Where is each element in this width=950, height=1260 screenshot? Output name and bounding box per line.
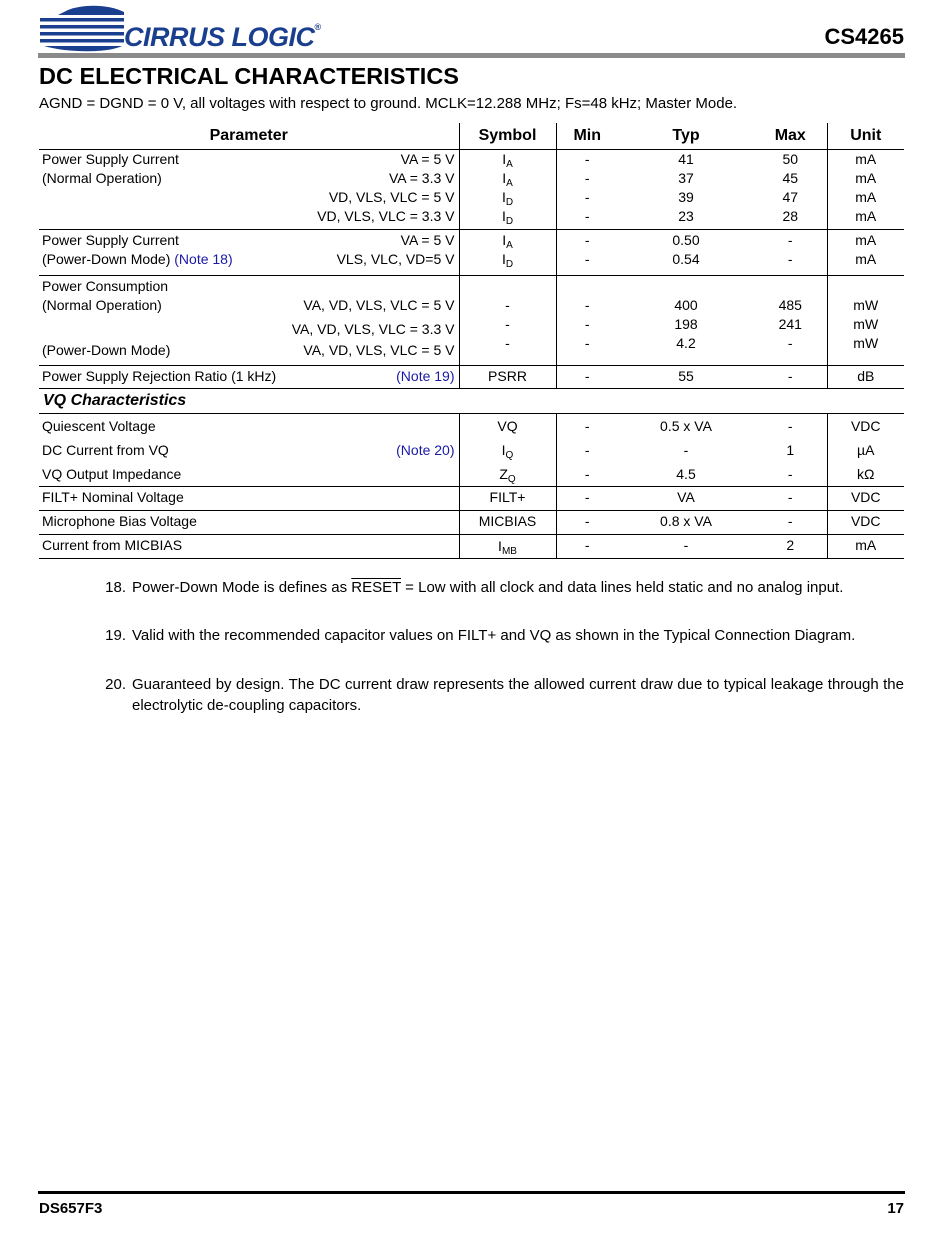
typ-value: 0.50 — [672, 232, 700, 248]
min-value: - — [584, 442, 590, 458]
param-label: VQ Output Impedance — [42, 466, 182, 482]
col-header-parameter: Parameter — [39, 123, 459, 150]
symbol: $I_D$ — [501, 208, 514, 227]
min-value: - — [584, 418, 590, 434]
param-label: Power Supply Rejection Ratio (1 kHz) — [42, 368, 277, 384]
unit: VDC — [850, 418, 881, 434]
symbol: $I_Q$ — [501, 442, 514, 461]
unit: mA — [855, 232, 877, 248]
max-value: 45 — [782, 170, 799, 186]
footnote-text: Valid with the recommended capacitor values on FILT+ and VQ as shown in the Typical Connection Diagram. — [132, 627, 856, 644]
max-value: 1 — [786, 442, 795, 458]
footnote-18 — [96, 577, 904, 598]
min-value: - — [584, 368, 590, 384]
max-value: 50 — [782, 151, 799, 167]
typ-value: VA — [677, 489, 695, 505]
table-row — [39, 511, 904, 535]
param-label: Quiescent Voltage — [42, 418, 156, 434]
min-value: - — [584, 297, 590, 313]
max-value: - — [787, 466, 793, 482]
param-label: (Normal Operation) — [42, 170, 162, 186]
param-label: Microphone Bias Voltage — [42, 513, 197, 529]
min-value: - — [584, 232, 590, 248]
note-19-link[interactable]: (Note 19) — [396, 368, 455, 384]
typ-value: 23 — [678, 208, 694, 224]
footnote-20 — [96, 674, 904, 716]
min-value: - — [584, 208, 590, 224]
header-rule — [38, 53, 905, 58]
min-value: - — [584, 189, 590, 205]
footnote-number: 19. — [105, 627, 126, 644]
min-value: - — [584, 537, 590, 553]
col-header-symbol: Symbol — [459, 123, 556, 150]
unit: kΩ — [857, 466, 875, 482]
symbol: $I_D$ — [501, 251, 514, 270]
typ-value: 4.5 — [676, 466, 696, 482]
vq-characteristics-heading: VQ Characteristics — [43, 392, 187, 409]
page-title: DC ELECTRICAL CHARACTERISTICS — [39, 63, 459, 89]
table-header-row — [39, 123, 904, 150]
min-value: - — [584, 513, 590, 529]
symbol: VQ — [497, 418, 518, 434]
max-value: - — [787, 335, 793, 351]
test-conditions: AGND = DGND = 0 V, all voltages with respect to ground. MCLK=12.288 MHz; Fs=48 kHz; Master Mode. — [39, 95, 738, 112]
param-label: Current from MICBIAS — [42, 537, 183, 553]
param-label: DC Current from VQ — [42, 442, 169, 458]
table-row — [39, 366, 904, 389]
symbol: $I_A$ — [502, 170, 513, 189]
table-row — [39, 535, 904, 559]
condition: VA = 3.3 V — [388, 170, 455, 186]
unit: VDC — [850, 489, 881, 505]
max-value: - — [787, 418, 793, 434]
typ-value: 0.5 x VA — [660, 418, 712, 434]
param-label: Power Supply Current — [42, 151, 179, 167]
col-header-max: Max — [754, 123, 827, 150]
min-value: - — [584, 335, 590, 351]
document-id: DS657F3 — [39, 1200, 103, 1217]
typ-value: - — [683, 442, 689, 458]
unit: mW — [853, 316, 879, 332]
symbol: $I_D$ — [501, 189, 514, 208]
table-row — [39, 276, 904, 366]
unit: mA — [855, 170, 877, 186]
typ-value: 41 — [678, 151, 694, 167]
max-value: 485 — [778, 297, 802, 313]
symbol: FILT+ — [489, 489, 526, 505]
footnote-19 — [96, 625, 904, 646]
part-number: CS4265 — [824, 24, 904, 49]
note-18-link[interactable]: (Note 18) — [174, 251, 233, 267]
unit: VDC — [850, 513, 881, 529]
footnote-text: Guaranteed by design. The DC current draw represents the allowed current draw due to typical leakage through the electrolytic de-coupling capacitors. — [132, 676, 904, 714]
footer-rule — [38, 1191, 905, 1194]
unit: mW — [853, 335, 879, 351]
table-row — [39, 230, 904, 276]
unit: mA — [855, 537, 877, 553]
footnote-text: Power-Down Mode is defines as RESET = Low with all clock and data lines held static and no analog input. — [132, 579, 844, 596]
page-number: 17 — [887, 1200, 904, 1217]
condition: VA = 5 V — [400, 232, 455, 248]
table-row — [39, 487, 904, 511]
footnote-number: 18. — [105, 579, 126, 596]
symbol: $I_A$ — [502, 151, 513, 170]
unit: dB — [857, 368, 875, 384]
max-value: 2 — [786, 537, 795, 553]
condition: VA, VD, VLS, VLC = 5 V — [303, 342, 455, 358]
param-label: Power Consumption — [42, 278, 169, 294]
param-label: (Power-Down Mode) — [42, 342, 171, 358]
footnote-number: 20. — [105, 676, 126, 693]
condition: VD, VLS, VLC = 3.3 V — [317, 208, 455, 224]
unit: mA — [855, 151, 877, 167]
max-value: - — [787, 368, 793, 384]
typ-value: 4.2 — [676, 335, 696, 351]
min-value: - — [584, 489, 590, 505]
max-value: 241 — [778, 316, 802, 332]
note-20-link[interactable]: (Note 20) — [396, 442, 455, 458]
typ-value: - — [683, 537, 689, 553]
typ-value: 37 — [678, 170, 694, 186]
table-row — [39, 414, 904, 487]
param-label: (Normal Operation) — [42, 297, 162, 313]
min-value: - — [584, 170, 590, 186]
symbol: $I_{MB}$ — [498, 538, 517, 557]
section-heading-row — [39, 389, 904, 414]
param-label: (Power-Down Mode) — [42, 251, 171, 267]
condition: VLS, VLC, VD=5 V — [336, 251, 455, 267]
symbol: - — [505, 335, 510, 351]
max-value: - — [787, 232, 793, 248]
condition: VA = 5 V — [400, 151, 455, 167]
symbol: $Z_Q$ — [499, 466, 516, 485]
condition: VA, VD, VLS, VLC = 5 V — [303, 297, 455, 313]
param-label: Power Supply Current — [42, 232, 179, 248]
col-header-min: Min — [556, 123, 618, 150]
min-value: - — [584, 316, 590, 332]
max-value: - — [787, 513, 793, 529]
condition: VD, VLS, VLC = 5 V — [328, 189, 455, 205]
max-value: 47 — [782, 189, 799, 205]
dc-characteristics-table — [39, 123, 904, 559]
unit: mA — [855, 208, 877, 224]
min-value: - — [584, 466, 590, 482]
symbol: - — [505, 297, 510, 313]
max-value: 28 — [782, 208, 799, 224]
min-value: - — [584, 251, 590, 267]
col-header-typ: Typ — [618, 123, 754, 150]
typ-value: 198 — [674, 316, 698, 332]
max-value: - — [787, 489, 793, 505]
unit: mW — [853, 297, 879, 313]
symbol: PSRR — [488, 368, 527, 384]
symbol: - — [505, 316, 510, 332]
col-header-unit: Unit — [827, 123, 904, 150]
brand-wordmark: CIRRUS LOGIC® — [124, 22, 321, 52]
unit: µA — [857, 442, 875, 458]
param-label: FILT+ Nominal Voltage — [42, 489, 184, 505]
symbol: $I_A$ — [502, 232, 513, 251]
table-row — [39, 150, 904, 230]
typ-value: 55 — [678, 368, 694, 384]
condition: VA, VD, VLS, VLC = 3.3 V — [291, 321, 455, 337]
max-value: - — [787, 251, 793, 267]
typ-value: 0.8 x VA — [660, 513, 712, 529]
typ-value: 0.54 — [672, 251, 700, 267]
unit: mA — [855, 189, 877, 205]
unit: mA — [855, 251, 877, 267]
typ-value: 39 — [678, 189, 694, 205]
min-value: - — [584, 151, 590, 167]
symbol: MICBIAS — [478, 513, 537, 529]
typ-value: 400 — [674, 297, 698, 313]
